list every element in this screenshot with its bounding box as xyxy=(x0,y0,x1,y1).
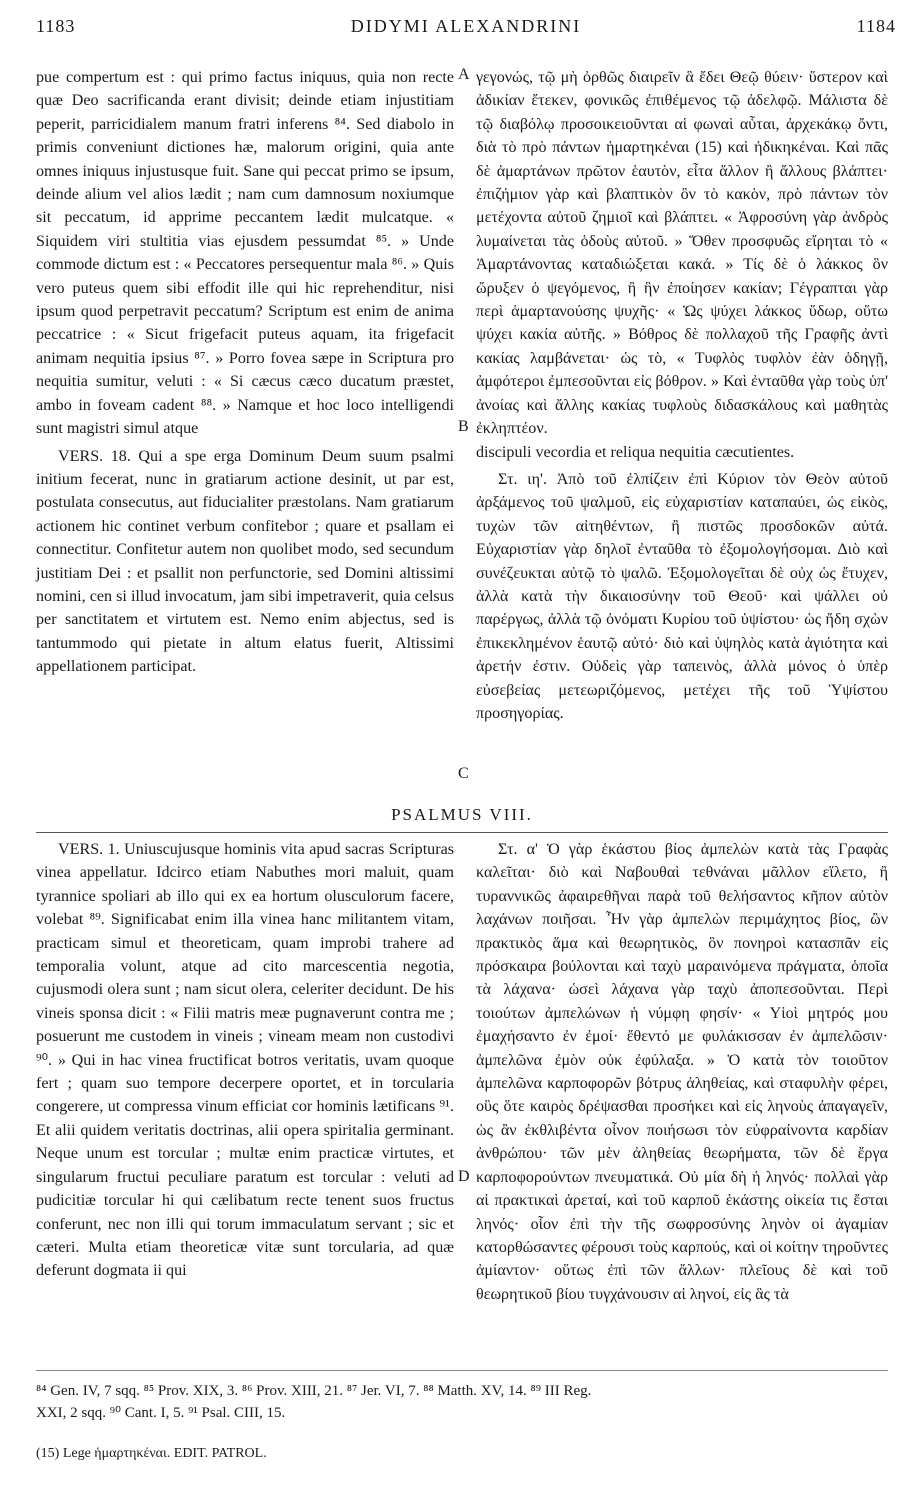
page-number-left: 1183 xyxy=(36,16,76,36)
footnote-divider xyxy=(36,1370,888,1371)
footnote-line: ⁸⁴ Gen. IV, 7 sqq. ⁸⁵ Prov. XIX, 3. ⁸⁶ Prov. XIII, 21. ⁸⁷ Jer. VI, 7. ⁸⁸ Matth. XV, 14. ⁸⁹ III Reg. xyxy=(36,1383,592,1399)
greek-paragraph: Στ. α' Ὁ γὰρ ἑκάστου βίος ἀμπελὼν κατὰ τὰς Γραφὰς καλεῖται· διὸ καὶ Ναβουθαὶ τεθνάναι μᾶλλον εἵλετο, ἢ τυραννικῶς ἀφαιρεθῆναι παρὰ τοῦ θελήσαντος κῆπον αὐτὸν λαχάνων ποιῆσαι. Ἦν γὰρ ἀμπελὼν περιμάχητος βίος, ὢν πρακτικὸς ἅμα καὶ θεωρητικὸς, ὃν πονηροὶ κατασπᾶν εἰς πρόσκαιρα βούλονται καὶ ταχὺ μαραινόμενα πράγματα, ὁποῖα τὰ λάχανα· ὡσεὶ λάχανα γὰρ ταχὺ ἀποπεσοῦνται. Περὶ τοιούτων ἀμπελώνων ἡ νύμφη φησίν· « Υἱοὶ μητρός μου ἐμαχήσαντο ἐν ἐμοί· ἔθεντό με φυλάκισσαν ἐν ἀμπελῶσιν· ἀμπελῶνα ἐμὸν οὐκ ἐφύλαξα. » Ὁ κατὰ τὸν τοιοῦτον ἀμπελῶνα καρποφορῶν βότρυς ἀληθείας, καὶ σταφυλὴν φέρει, οὓς ὅτε καιρὸς δρέψασθαι προσήκει καὶ εἰς ληνοὺς ἀπαγαγεῖν, ὡς ἂν ἐκθλιβέντα οἶνον ποιήσωσι τὸν εὐφραίνοντα καρδίαν ἀνθρώπου· τῶν μὲν ἀληθείας θεωρήματα, τῶν δὲ ἔργα καρποφορούντων πνευματικά. Οὐ μία δὴ ἡ ληνός· πολλαὶ γὰρ αἱ πρακτικαὶ ἀρεταί, καὶ τοῦ καρποῦ ἑκάστης οἰκεία τις ἔσται ληνός· οἷον ἐπὶ τὴν τῆς σωφροσύνης ληνὸν οἱ ἀγαμίαν κατορθώσαντες φέρουσι τοὺς καρπούς, καὶ οἱ κοίτην τηροῦντες ἀμίαντον· οὕτως ἐπὶ τῶν ἄλλων· πλεῖους δὲ καὶ τοῦ θεωρητικοῦ βίου τυγχάνουσιν αἱ ληνοί, εἰς ἃς τὰ xyxy=(476,841,888,1303)
section-divider xyxy=(36,832,888,833)
page-number-right: 1184 xyxy=(856,16,896,36)
footnote-line: XXI, 2 sqq. ⁹⁰ Cant. I, 5. ⁹¹ Psal. CIII, 15. xyxy=(36,1405,286,1421)
margin-marker-d: D xyxy=(458,1168,470,1185)
margin-marker-c: C xyxy=(458,765,469,782)
greek-column-bottom xyxy=(476,838,888,1306)
margin-marker-a: A xyxy=(458,66,470,83)
running-title: DIDYMI ALEXANDRINI xyxy=(350,16,582,36)
latin-column-bottom xyxy=(36,838,454,1283)
latin-column-top xyxy=(36,66,454,679)
latin-paragraph: VERS. 18. Qui a spe erga Dominum Deum suum psalmi initium fecerat, nunc in gratiarum actione desinit, ut par est, postulata consecutus, aut fiducialiter præstolans. Nam gratiarum actionem hic continet verbum confitebor ; quare et psallam ei connectitur. Confitetur autem non quolibet modo, sed secundum justitiam Dei : et psallit non perfunctorie, sed Domini altissimi nomini, cen si illud invocatum, jam sibi impetraverit, quia celsus per sanctitatem et virtutem est. Nemo enim abjectus, sed is tantummodo qui pietate in altum elatus fuerit, Altissimi appellationem participat. xyxy=(36,447,454,676)
latin-continuation: discipuli vecordia et reliqua nequitia cæcutientes. xyxy=(476,443,795,461)
margin-marker-b: B xyxy=(458,418,469,435)
editorial-note: (15) Lege ἡμαρτηκέναι. EDIT. PATROL. xyxy=(36,1446,267,1461)
greek-column-top xyxy=(476,66,888,725)
latin-paragraph: VERS. 1. Uniuscujusque hominis vita apud sacras Scripturas vinea appellatur. Idcirco etiam Nabuthes mori maluit, quam tyrannice spoliari ab illo qui ex ea hortum olusculorum facere, volebat ⁸⁹. Significabat enim illa vinea hanc militantem vitam, practicam simul et theoreticam, quam improbi trahere ad temporalia volunt, atque ad cito marcescentia negotia, cujusmodi olera sunt ; nam sicut olera, celeriter decidunt. De his vineis sponsa dicit : « Filii matris meæ pugnaverunt contra me ; posuerunt me custodem in vineis ; vineam meam non custodivi ⁹⁰. » Qui in hac vinea fructificat botros veritatis, uvam quoque fert ; quam suo tempore decerpere oportet, et in torcularia congerere, ut compressa vinum efficiat cor hominis lætificans ⁹¹. Et alii quidem veritatis doctrinas, alii opera spiritalia germinant. Neque unum est torcular ; multæ enim practicæ virtutes, et singularum fructui peculiare paratum est torcular : veluti ad pudicitiæ torcular hi qui cælibatum recte tenent suos fructus conferunt, nec non illi qui torum immaculatum servant ; sic et cæteri. Multa etiam theoreticæ vitæ sunt torcularia, ad quæ deferunt dogmata ii qui xyxy=(36,841,454,1280)
greek-paragraph: γεγονώς, τῷ μὴ ὀρθῶς διαιρεῖν ἃ ἔδει Θεῷ θύειν· ὕστερον καὶ ἀδικίαν ἔτεκεν, φονικῶς ἐπιθέμενος τῷ ἀδελφῷ. Μάλιστα δὲ τῷ διαβόλῳ προσοικειοῦνται αἱ φωναὶ αὗται, ἀρχεκάκῳ ὄντι, διὰ τὸ πρὸ πάντων ἠμαρτηκέναι (15) καὶ ἠδικηκέναι. Καὶ πᾶς δὲ ἁμαρτάνων πρῶτον ἑαυτὸν, εἶτα ἄλλον ἢ ἄλλους βλάπτει· ἐπιζήμιον γὰρ καὶ βλαπτικὸν ὂν τὸ κακὸν, πρὸ πάντων τὸν μετέχοντα αὐτοῦ ζημιοῖ καὶ βλάπτει. « Ἀφροσύνη γὰρ ἀνδρὸς λυμαίνεται τὰς ὁδοὺς αὐτοῦ. » Ὅθεν προσφυῶς εἴρηται τὸ « Ἁμαρτάνοντας καταδιώξεται κακά. » Τίς δὲ ὁ λάκκος ὃν ὤρυξεν ὁ ψεγόμενος, ἢ ἣν ἐποίησεν κακίαν; Γέγραπται γὰρ περὶ ἁμαρτανούσης ψυχῆς· « Ὡς ψύχει λάκκος ὕδωρ, οὕτω ψύχει κακία αὐτῆς. » Βόθρος δὲ πολλαχοῦ τῆς Γραφῆς ἀντὶ κακίας λαμβάνεται· ὡς τὸ, « Τυφλὸς τυφλὸν ἐὰν ὁδηγῇ, ἀμφότεροι ἐμπεσοῦνται εἰς βόθρον. » Καὶ ἐνταῦθα γὰρ τοὺς ὑπ' ἀνοίας καὶ ἄλλης κακίας τυφλοὺς διδασκάλους καὶ μαθητὰς ἐκληπτέον. xyxy=(476,69,888,438)
latin-paragraph: pue compertum est : qui primo factus iniquus, quia non recte quæ Deo sacrificanda erant divisit; deinde etiam injustitiam peperit, parricidialem manum fratri inferens ⁸⁴. Sed diabolo in primis conveniunt dictiones hæ, malorum origini, quia ante omnes iniquus injustusque fuit. Sane qui peccat primo se ipsum, deinde alium vel alios lædit ; nam cum damnosum noxiumque sit peccatum, id apprime peccantem lædit mulcatque. « Siquidem viri stultitia vias ejusdem pessumdat ⁸⁵. » Unde commode dictum est : « Peccatores persequentur mala ⁸⁶. » Quis vero puteus quem sibi effodit ille qui hic reprehenditur, nisi ipsum quod perpetravit peccatum? Scriptum est enim de anima peccatrice : « Sicut frigefacit puteus aquam, ita frigefacit animam nequitia ipsius ⁸⁷. » Porro fovea sæpe in Scriptura pro nequitia sumitur, veluti : « Si cæcus cæco ducatum præstet, ambo in foveam cadent ⁸⁸. » Namque et hoc loco intelligendi sunt magistri simul atque xyxy=(36,69,454,438)
greek-paragraph: Στ. ιη'. Ἀπὸ τοῦ ἐλπίζειν ἐπὶ Κύριον τὸν Θεὸν αὐτοῦ ἀρξάμενος τοῦ ψαλμοῦ, εἰς εὐχαριστίαν καταπαύει, ὡς εἰκὸς, τυχὼν τῶν αἰτηθέντων, ἢ πιστῶς προσδοκῶν αὐτά. Εὐχαριστίαν γὰρ δηλοῖ ἐνταῦθα τὸ ἐξομολογήσομαι. Διὸ καὶ συνέζευκται αὐτῷ τὸ ψαλῶ. Ἐξομολογεῖται δὲ οὐχ ὡς ἔτυχεν, ἀλλὰ κατὰ τὴν δικαιοσύνην τοῦ Θεοῦ· καὶ ψάλλει οὐ παρέργως, ἀλλὰ τῷ ὀνόματι Κυρίου τοῦ ὑψίστου· ὡς ἤδη σχὼν ἐπικεκλημένον ἑαυτῷ αὐτό· διὸ καὶ ὑψηλὸς κατὰ ἁγιότητα καὶ ἀρετήν ἐστιν. Οὐδεὶς γὰρ ταπεινὸς, ἀλλὰ μόνος ὁ ὑπὲρ εὐσεβείας μετεωριζόμενος, μετέχει τῆς τοῦ Ὑψίστου προσηγορίας. xyxy=(476,470,888,722)
psalm-title: PSALMUS VIII. xyxy=(391,805,533,824)
page-header xyxy=(36,6,896,36)
footnotes xyxy=(36,1380,888,1424)
